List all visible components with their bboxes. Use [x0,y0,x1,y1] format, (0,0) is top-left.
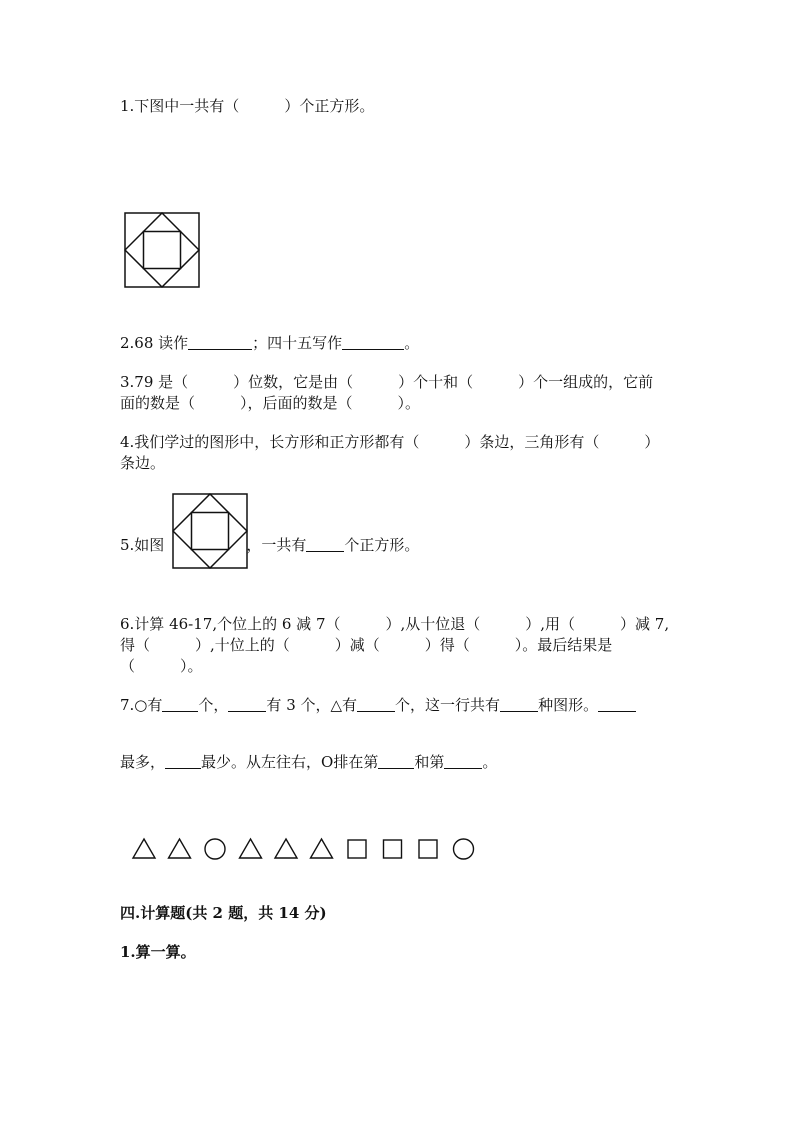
square-shape [419,840,437,858]
answer-blank[interactable] [357,696,395,712]
question-6-text-1: 6.计算 46-17,个位上的 6 减 7（ ）,从十位退（ ）,用（ ）减 7, [120,615,670,633]
question-7-part-a: 7.○有 [120,696,163,714]
circle-shape [454,839,474,859]
answer-blank[interactable] [500,696,538,712]
section-4-heading [120,903,327,923]
question-4-text-2: 条边。 [120,454,166,472]
question-7-part-c: 有 3 个，△有 [266,696,358,714]
question-2 [120,333,419,353]
question-3-line-2 [120,393,420,413]
question-7-part-e: 种图形。 [538,696,599,714]
circle-shape [205,839,225,859]
question-5 [120,535,419,555]
answer-blank[interactable] [188,334,252,350]
nested-squares-figure-2 [172,493,248,569]
answer-blank[interactable] [306,536,344,552]
answer-blank[interactable] [228,696,266,712]
question-7-part-h: 和第 [414,753,445,771]
answer-blank[interactable] [598,696,636,712]
answer-blank[interactable] [162,696,198,712]
question-5-part-a: 5.如图 [120,536,165,554]
question-1-text: 1.下图中一共有（ ）个正方形。 [120,97,375,115]
square-shape [348,840,366,858]
question-6-line-2 [120,635,612,655]
triangle-shape [275,839,297,858]
answer-blank[interactable] [378,753,414,769]
question-6-text-2: 得（ ）,十位上的（ ）减（ ）得（ ）。最后结果是 [120,636,613,654]
answer-blank[interactable] [444,753,482,769]
question-7-part-f: 最多， [120,753,166,771]
answer-blank[interactable] [165,753,201,769]
section-4-question-1-text: 1.算一算。 [120,943,196,961]
question-7-line-2 [120,752,497,772]
triangle-shape [133,839,155,858]
question-3-text-2: 面的数是（ ），后面的数是（ ）。 [120,394,421,412]
question-3-text-1: 3.79 是（ ）位数，它是由（ ）个十和（ ）个一组成的，它前 [120,373,654,391]
question-5-part-b: ，一共有 [246,536,307,554]
question-7-line-1 [120,695,636,715]
square-shape [384,840,402,858]
question-7-part-i: 。 [482,753,498,771]
section-4-title: 四.计算题(共 2 题，共 14 分) [120,904,327,922]
question-6-line-1 [120,614,669,634]
question-4-text-1: 4.我们学过的图形中，长方形和正方形都有（ ）条边，三角形有（ ） [120,433,660,451]
shape-row [120,832,490,866]
nested-squares-figure-1 [124,212,200,288]
question-2-part-c: 。 [404,334,420,352]
question-7-part-b: 个， [198,696,229,714]
triangle-shape [169,839,191,858]
question-4-line-2 [120,453,165,473]
question-2-part-a: 2.68 读作 [120,334,189,352]
question-6-line-3 [120,656,203,676]
question-3-line-1 [120,372,653,392]
question-7-part-g: 最少。从左往右，O排在第 [201,753,379,771]
triangle-shape [311,839,333,858]
question-1 [120,96,374,116]
question-4-line-1 [120,432,659,452]
question-5-part-c: 个正方形。 [344,536,420,554]
answer-blank[interactable] [342,334,404,350]
question-6-text-3: （ ）。 [120,657,203,675]
section-4-question-1 [120,942,196,962]
question-2-part-b: ；四十五写作 [252,334,343,352]
question-7-part-d: 个，这一行共有 [395,696,501,714]
triangle-shape [240,839,262,858]
